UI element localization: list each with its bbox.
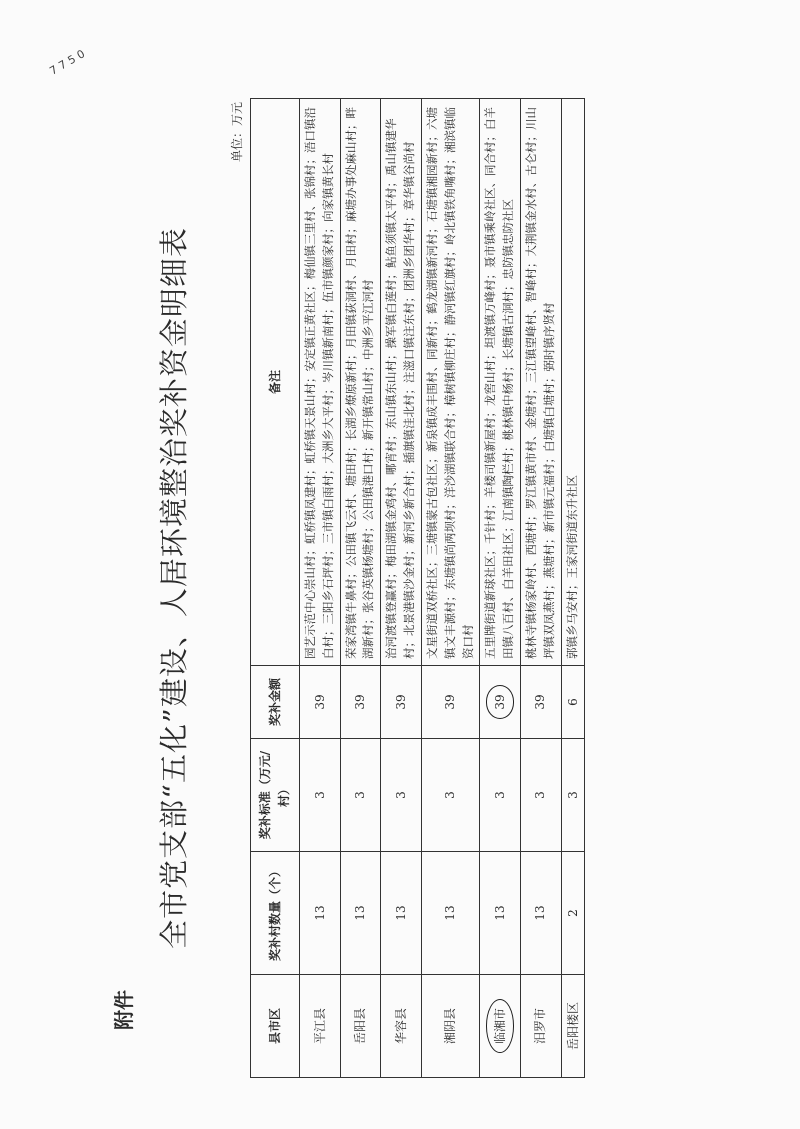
header-village-count: 奖补村数量（个）	[251, 852, 300, 975]
circled-amount: 39	[486, 685, 515, 718]
cell-note: 荣家湾镇牛鼻村；公田镇飞云村、塘田村；长湖乡燎原新村；月田镇荻洞村、月田村；麻塘办事处麻山村；畔湖新村；张谷英镇杨塘村；公田镇港口村；新开镇常山村；中洲乡平江河村	[340, 99, 381, 666]
cell-count: 13	[520, 852, 561, 975]
table-row	[561, 99, 585, 1078]
cell-county: 汨罗市	[520, 975, 561, 1078]
header-standard: 奖补标准（万元/村）	[251, 739, 300, 852]
cell-county: 平江县	[300, 975, 341, 1078]
table-row	[520, 99, 561, 1078]
cell-note: 园艺示范中心崇山村；虹桥镇凤建村；虹桥镇天景山村；安定镇正黄社区；梅仙镇三里村、张锦村；浯口镇沿白村；三阳乡石坪村；三市镇白雨村；大洲乡大平村；岑川镇新南村；伍市镇颜家村；向家镇黄长村	[300, 99, 341, 666]
cell-county	[480, 975, 521, 1078]
table-row	[300, 99, 341, 1078]
cell-county: 岳阳楼区	[561, 975, 585, 1078]
cell-standard: 3	[381, 739, 422, 852]
subsidy-table	[250, 98, 585, 1078]
cell-county: 岳阳县	[340, 975, 381, 1078]
document-title: 全市党支部“五化”建设、人居环境整治奖补资金明细表	[157, 227, 191, 949]
cell-note: 五里牌街道新球社区；千针村；羊楼司镇新屋村；龙窖山村；坦渡镇万峰村；聂市镇乘岭社区、同合村；白羊田镇八百村、白羊田社区；江南镇陶栏村；桃林镇中杨村；长塘镇古洞村；忠防镇忠防社区	[480, 99, 521, 666]
cell-standard: 3	[561, 739, 585, 852]
cell-standard: 3	[421, 739, 479, 852]
cell-count: 13	[381, 852, 422, 975]
circled-county: 临湘市	[486, 999, 515, 1053]
cell-note: 文星街道双桥社区；三塘镇蒙古包社区；新泉镇成丰围村、同新村；鹤龙湖镇新河村；石塘镇湘园新村；六塘镇文丰源村；东塘镇尚两坝村；洋沙湖镇联合村；樟树镇柳庄村；静河镇红旗村；岭北镇铁角嘴村；湘滨镇临资口村	[421, 99, 479, 666]
header-row	[251, 99, 300, 1078]
cell-amount: 39	[421, 666, 479, 739]
cell-count: 13	[340, 852, 381, 975]
cell-count: 13	[480, 852, 521, 975]
cell-standard: 3	[520, 739, 561, 852]
attachment-label: 附件	[112, 990, 136, 1030]
cell-count: 13	[300, 852, 341, 975]
cell-amount: 6	[561, 666, 585, 739]
rotated-document	[157, 98, 740, 1078]
cell-amount: 39	[340, 666, 381, 739]
table-row	[340, 99, 381, 1078]
cell-standard: 3	[340, 739, 381, 852]
cell-standard: 3	[480, 739, 521, 852]
cell-note: 桃林寺镇杨家岭村、西塘村；罗江镇黄市村、金塘村；三江镇望峰村、智峰村；大荆镇金水村、古仑村；川山坪镇双凤燕村；燕塘村；新市镇元福村；白塘镇白塘村；弼时镇序贤村	[520, 99, 561, 666]
table-row	[421, 99, 479, 1078]
header-note: 备注	[251, 99, 300, 666]
cell-amount: 39	[300, 666, 341, 739]
cell-county: 华容县	[381, 975, 422, 1078]
cell-amount: 39	[520, 666, 561, 739]
stamp-number: 7 7 5 0	[47, 47, 88, 78]
cell-note: 郭镇乡马安村；王家河街道东升社区	[561, 99, 585, 666]
cell-amount: 39	[381, 666, 422, 739]
cell-amount	[480, 666, 521, 739]
header-amount: 奖补金额	[251, 666, 300, 739]
cell-note: 治河渡镇登赢村；梅田湖镇金鸡村、哪宵村；东山镇东山村；操军镇白莲村；鲇鱼须镇太平村；禹山镇建华村；北景港镇沙金村；新河乡新合村；插旗镇洼北村；注滋口镇注东村；团洲乡团华村；章华镇谷尚村	[381, 99, 422, 666]
unit-label: 单位：万元	[230, 102, 244, 163]
cell-count: 2	[561, 852, 585, 975]
table-row	[480, 99, 521, 1078]
cell-county: 湘阴县	[421, 975, 479, 1078]
cell-count: 13	[421, 852, 479, 975]
cell-standard: 3	[300, 739, 341, 852]
header-county: 县市区	[251, 975, 300, 1078]
table-row	[381, 99, 422, 1078]
